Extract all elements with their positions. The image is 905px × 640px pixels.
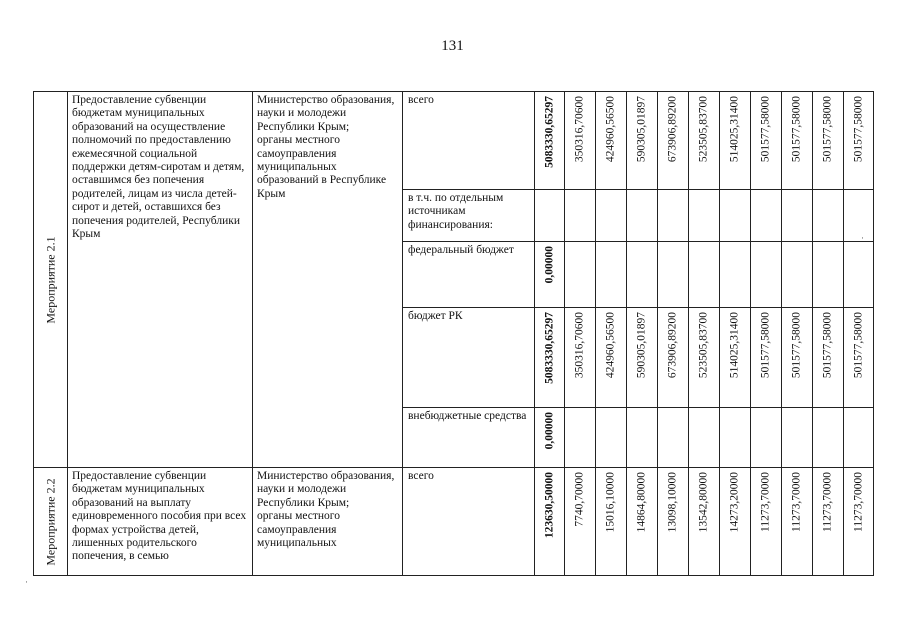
value-cell: 350316,70600 — [565, 92, 596, 190]
value-cell — [658, 408, 689, 468]
value-cell — [844, 408, 874, 468]
value-cell — [844, 190, 874, 242]
value-cell — [627, 242, 658, 308]
value-cell: 673906,89200 — [658, 92, 689, 190]
value-cell — [565, 408, 596, 468]
value-cell: 7740,70000 — [565, 468, 596, 576]
funding-source: внебюджетные средства — [403, 408, 535, 468]
value-cell — [751, 242, 782, 308]
value-cell: 501577,58000 — [782, 308, 813, 408]
value-cell: 673906,89200 — [658, 308, 689, 408]
value-cell — [565, 242, 596, 308]
value-cell: 11273,70000 — [844, 468, 874, 576]
value-cell — [658, 190, 689, 242]
value-cell: 15016,10000 — [596, 468, 627, 576]
funding-source: всего — [403, 468, 535, 576]
value-cell — [720, 190, 751, 242]
funding-source: федеральный бюджет — [403, 242, 535, 308]
funding-source: в т.ч. по отдельным источникам финансирования: — [403, 190, 535, 242]
value-cell — [751, 190, 782, 242]
value-cell — [596, 190, 627, 242]
value-cell: 11273,70000 — [813, 468, 844, 576]
measure-label: Мероприятие 2.2 — [42, 477, 57, 566]
measure-description: Предоставление субвенции бюджетам муниципальных образований на выплату единовременного пособия при всех формах устройства детей, лишенных родительского попечения, в семью — [68, 468, 253, 576]
total-cell: 123630,50000 — [535, 468, 565, 576]
value-cell: 13098,10000 — [658, 468, 689, 576]
measure-executor: Министерство образования, науки и молодежи Республики Крым; органы местного самоуправления муниципальных — [253, 468, 403, 576]
value-cell — [627, 190, 658, 242]
value-cell: 501577,58000 — [844, 92, 874, 190]
value-cell: 514025,31400 — [720, 308, 751, 408]
measure-label: Мероприятие 2.1 — [42, 235, 57, 324]
value-cell: 14273,20000 — [720, 468, 751, 576]
page-number: 131 — [441, 38, 464, 54]
value-cell: 523505,83700 — [689, 308, 720, 408]
value-cell: 501577,58000 — [844, 308, 874, 408]
value-cell — [565, 190, 596, 242]
value-cell: 13542,80000 — [689, 468, 720, 576]
value-cell: 501577,58000 — [751, 308, 782, 408]
measure-label-cell — [34, 92, 68, 468]
measure-executor: Министерство образования, науки и молодежи Республики Крым; органы местного самоуправления муниципальных образований в Республике Крым — [253, 92, 403, 468]
value-cell: 350316,70600 — [565, 308, 596, 408]
total-cell: 5083330,65297 — [535, 308, 565, 408]
value-cell: 501577,58000 — [813, 308, 844, 408]
value-cell — [813, 242, 844, 308]
value-cell — [596, 408, 627, 468]
value-cell — [689, 242, 720, 308]
measure-label-cell — [34, 468, 68, 576]
value-cell: 11273,70000 — [782, 468, 813, 576]
value-cell — [689, 408, 720, 468]
total-cell — [535, 190, 565, 242]
table-row — [34, 92, 874, 190]
value-cell — [751, 408, 782, 468]
value-cell — [782, 408, 813, 468]
value-cell: 501577,58000 — [782, 92, 813, 190]
value-cell: 514025,31400 — [720, 92, 751, 190]
value-cell — [782, 242, 813, 308]
total-cell: 0,00000 — [535, 242, 565, 308]
value-cell — [596, 242, 627, 308]
total-cell: 0,00000 — [535, 408, 565, 468]
scan-speck: · — [861, 233, 864, 243]
value-cell: 590305,01897 — [627, 308, 658, 408]
value-cell: 11273,70000 — [751, 468, 782, 576]
value-cell — [813, 408, 844, 468]
value-cell: 501577,58000 — [751, 92, 782, 190]
value-cell: 14864,80000 — [627, 468, 658, 576]
measure-description: Предоставление субвенции бюджетам муниципальных образований на осуществление полномочий по предоставлению ежемесячной социальной поддержки детям-сиротам и детям, оставшимся без попечения родителей, лицам из числа детей-сирот и детей, оставшихся без попечения родителей, Республики Крым — [68, 92, 253, 468]
value-cell — [720, 242, 751, 308]
value-cell: 590305,01897 — [627, 92, 658, 190]
value-cell — [627, 408, 658, 468]
value-cell — [813, 190, 844, 242]
value-cell: 424960,56500 — [596, 308, 627, 408]
value-cell — [844, 242, 874, 308]
value-cell — [720, 408, 751, 468]
funding-source: бюджет РК — [403, 308, 535, 408]
value-cell — [782, 190, 813, 242]
value-cell: 424960,56500 — [596, 92, 627, 190]
value-cell — [658, 242, 689, 308]
value-cell — [689, 190, 720, 242]
budget-table — [33, 91, 874, 576]
scan-speck: · — [25, 577, 28, 587]
value-cell: 501577,58000 — [813, 92, 844, 190]
total-cell: 5083330,65297 — [535, 92, 565, 190]
table-row — [34, 468, 874, 576]
value-cell: 523505,83700 — [689, 92, 720, 190]
funding-source: всего — [403, 92, 535, 190]
